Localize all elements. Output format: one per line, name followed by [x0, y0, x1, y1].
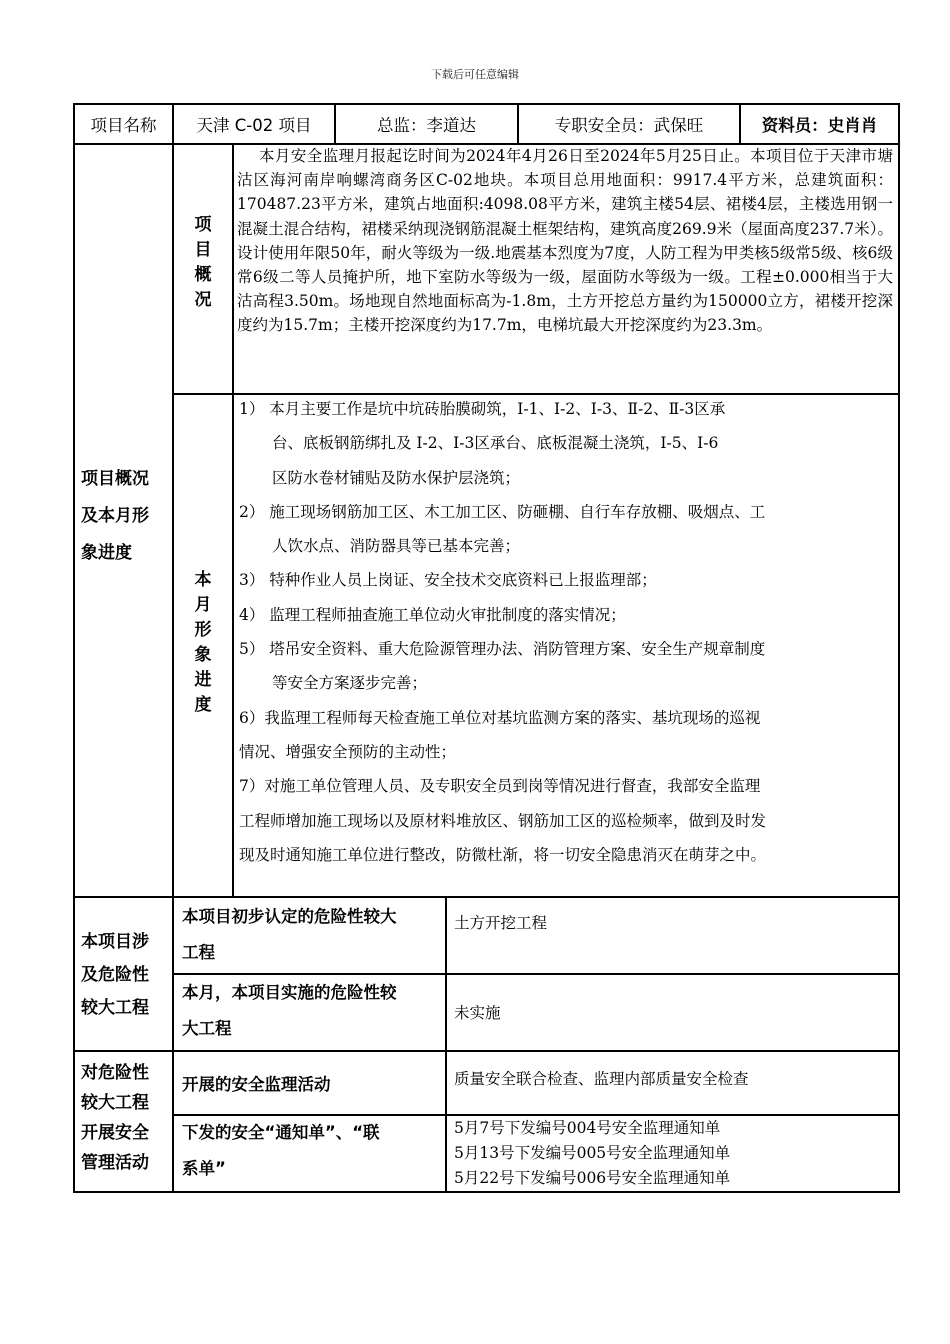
chief-supervisor: 总监：李道达 [377, 116, 476, 135]
activities-section-label [81, 1058, 171, 1178]
label-char: 项 [194, 215, 212, 235]
table-rule [73, 1050, 900, 1052]
project-overview-text: 本月安全监理月报起讫时间为2024年4月26日至2024年5月25日止。本项目位于天津市塘沽区海河南岸响螺湾商务区C-02地块。本项目总用地面积：9917.4平方米，总建筑面积：170487.23平方米，建筑占地面积:4098.08平方米，建筑主楼54层、裙楼4层，主楼选用钢一混凝土混合结构，裙楼采纳现浇钢筋混凝土框架结构，建筑高度269.9米（屋面高度237.7米）。设计使用年限50年，耐火等级为一级.地震基本烈度为7度，人防工程为甲类核5级常5级、核6级常6级二等人员掩护所，地下室防水等级为一级，屋面防水等级为一级。工程±0.000相当于大沽高程3.50m。场地现自然地面标高为-1.8m，土方开挖总方量约为150000立方，裙楼开挖深度约为15.7m；主楼开挖深度约为17.7m，电梯坑最大开挖深度约为23.3m。 [237, 147, 893, 335]
label-char: 度 [194, 695, 212, 715]
activities-label: 开展的安全监理活动 [182, 1075, 331, 1094]
progress-label [174, 568, 232, 718]
label-line: 系单” [182, 1159, 226, 1178]
label-char: 本 [194, 570, 212, 590]
hazard-implemented-value: 未实施 [454, 1004, 501, 1022]
activities-value: 质量安全联合检查、监理内部质量安全检查 [454, 1070, 749, 1088]
project-overview-label [174, 213, 232, 313]
label-line: 及危险性 [81, 965, 149, 985]
project-name-value: 天津 C-02 项目 [196, 116, 312, 135]
label-line: 管理活动 [81, 1153, 149, 1173]
label-char: 月 [194, 595, 212, 615]
label-char: 概 [194, 265, 212, 285]
table-rule [445, 896, 447, 1193]
label-line: 本月，本项目实施的危险性较 [182, 983, 397, 1002]
label-line: 开展安全 [81, 1123, 149, 1143]
label-line: 项目概况 [81, 469, 149, 489]
progress-line: 7）对施工单位管理人员、及专职安全员到岗等情况进行督查，我部安全监理 [239, 777, 761, 796]
progress-list [239, 392, 897, 895]
notices-list [454, 1116, 894, 1191]
label-line: 本项目涉 [81, 932, 149, 952]
progress-line: 情况、增强安全预防的主动性； [239, 742, 457, 761]
label-line: 本项目初步认定的危险性较大 [182, 907, 397, 926]
progress-line: 6）我监理工程师每天检查施工单位对基坑监测方案的落实、基坑现场的巡视 [239, 708, 761, 727]
progress-line: 2） 施工现场钢筋加工区、木工加工区、防砸棚、自行车存放棚、吸烟点、工 [239, 502, 766, 521]
progress-line: 4） 监理工程师抽查施工单位动火审批制度的落实情况； [239, 605, 626, 624]
hazard-implemented-label [182, 975, 444, 1047]
label-line: 象进度 [81, 543, 132, 563]
label-line: 及本月形 [81, 506, 149, 526]
label-char: 目 [194, 240, 212, 260]
label-line: 大工程 [182, 1019, 232, 1038]
label-char: 形 [194, 620, 212, 640]
label-line: 工程 [182, 943, 215, 962]
progress-line: 1） 本月主要工作是坑中坑砖胎膜砌筑，Ⅰ-1、Ⅰ-2、Ⅰ-3、Ⅱ-2、Ⅱ-3区承 [239, 400, 726, 418]
label-line: 较大工程 [81, 998, 149, 1018]
report-table [73, 103, 900, 1193]
progress-line: 5） 塔吊安全资料、重大危险源管理办法、消防管理方案、安全生产规章制度 [239, 640, 766, 659]
table-rule [232, 143, 234, 897]
overview-section-label [81, 461, 171, 572]
notice-item: 5月13号下发编号005号安全监理通知单 [454, 1144, 731, 1162]
hazard-section-label [81, 926, 171, 1025]
label-char: 进 [194, 670, 212, 690]
label-char: 象 [194, 645, 212, 665]
label-line: 较大工程 [81, 1093, 149, 1113]
table-border-right [898, 103, 900, 1193]
notice-item: 5月22号下发编号006号安全监理通知单 [454, 1169, 731, 1187]
hazard-identified-value: 土方开挖工程 [454, 914, 548, 932]
project-name-label: 项目名称 [90, 116, 157, 135]
hazard-identified-label [182, 899, 444, 971]
table-border-left [73, 103, 75, 1193]
progress-line: 区防水卷材铺贴及防水保护层浇筑； [272, 468, 521, 487]
document-clerk: 资料员：史肖肖 [761, 116, 878, 135]
header-note: 下载后可任意编辑 [431, 68, 519, 81]
progress-line: 等安全方案逐步完善； [272, 674, 428, 693]
progress-line: 现及时通知施工单位进行整改，防微杜渐，将一切安全隐患消灭在萌芽之中。 [239, 845, 767, 864]
label-line: 对危险性 [81, 1063, 149, 1083]
label-line: 下发的安全“通知单”、“联 [182, 1123, 380, 1142]
notices-label [182, 1115, 444, 1187]
progress-line: 工程师增加施工现场以及原材料堆放区、钢筋加工区的巡检频率，做到及时发 [239, 811, 767, 830]
progress-line: 人饮水点、消防器具等已基本完善； [272, 537, 521, 556]
safety-officer: 专职安全员：武保旺 [554, 116, 704, 135]
progress-line: 台、底板钢筋绑扎及 Ⅰ-2、Ⅰ-3区承台、底板混凝土浇筑，Ⅰ-5、Ⅰ-6 [272, 434, 719, 453]
notice-item: 5月7号下发编号004号安全监理通知单 [454, 1119, 721, 1137]
table-rule [73, 896, 900, 898]
progress-line: 3） 特种作业人员上岗证、安全技术交底资料已上报监理部； [239, 571, 657, 590]
table-border-bottom [73, 1191, 900, 1193]
label-char: 况 [194, 290, 212, 310]
